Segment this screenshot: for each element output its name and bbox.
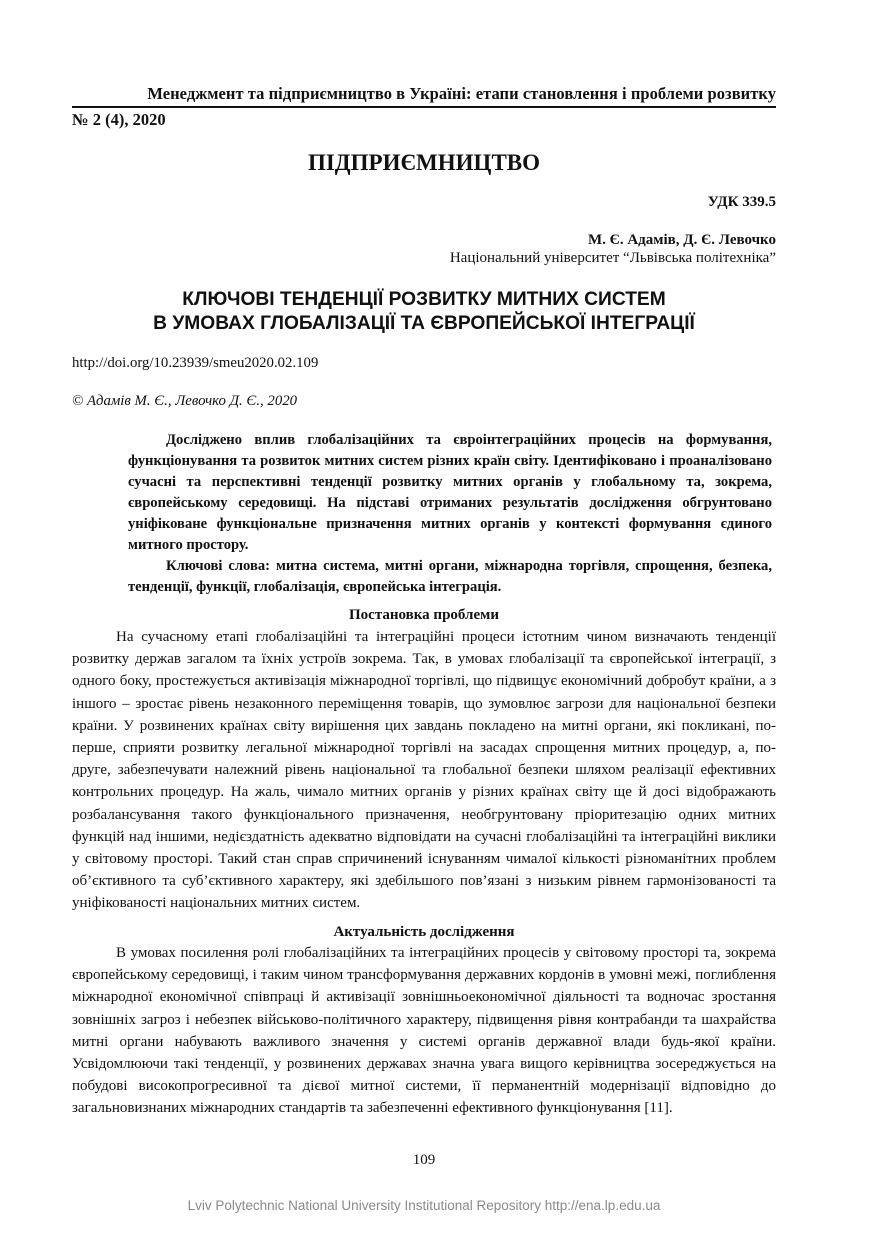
copyright: © Адамів М. Є., Левочко Д. Є., 2020 xyxy=(72,393,298,409)
header-rule xyxy=(72,106,776,108)
paragraph: В умовах посилення ролі глобалізаційних та інтеграційних процесів у світовому просторі та, зокрема європейському середовищі, і таким чином трансформування державних кордонів в умовні межі, поглиблення міжнародної економічної співпраці й активізації зовнішньоекономічної діяльності та водночас зростання зовнішніх загроз і небезпек військово-політичного характеру, підвищення рівня контрабанди та шахрайства митні органи набувають важливого значення у системі органів державної влади будь-якої країни. Усвідомлюючи такі тенденції, у розвинених державах значна увага вищого керівництва зосереджується на побудові високопрогресивної та дієвої митної системи, її перманентній модернізації відповідно до загальновизнаних міжнародних стандартів та забезпеченні ефективного функціонування [11]. xyxy=(72,945,776,1117)
section-heading-relevance: Актуальність дослідження xyxy=(333,924,515,940)
article-title xyxy=(72,288,776,336)
section-body-problem xyxy=(72,626,776,915)
article-title-line-2: В УМОВАХ ГЛОБАЛІЗАЦІЇ ТА ЄВРОПЕЙСЬКОЇ ІНТЕГРАЦІЇ xyxy=(153,313,695,334)
doi-link[interactable]: http://doi.org/10.23939/smeu2020.02.109 xyxy=(72,355,319,371)
affiliation: Національний університет “Львівська політехніка” xyxy=(449,250,776,266)
section-heading-problem: Постановка проблеми xyxy=(349,607,499,623)
abstract xyxy=(128,430,772,598)
udc-code: УДК 339.5 xyxy=(707,194,776,210)
repository-footer: Lviv Polytechnic National University Institutional Repository http://ena.lp.edu.ua xyxy=(187,1198,661,1213)
section-title: ПІДПРИЄМНИЦТВО xyxy=(307,150,541,175)
keywords: Ключові слова: митна система, митні органи, міжнародна торгівля, спрощення, безпека, тенденції, функції, глобалізація, європейська інтеграція. xyxy=(128,558,772,595)
journal-title: Менеджмент та підприємництво в Україні: етапи становлення і проблеми розвитку xyxy=(147,84,776,103)
article-title-line-1: КЛЮЧОВІ ТЕНДЕНЦІЇ РОЗВИТКУ МИТНИХ СИСТЕМ xyxy=(182,289,666,310)
page-number: 109 xyxy=(412,1152,436,1168)
paragraph: На сучасному етапі глобалізаційні та інтеграційні процеси істотним чином визначають тенденції розвитку держав загалом та їхніх устроїв зокрема. Так, в умовах глобалізації та європейської інтеграції, з одного боку, простежується активізація міжнародної торгівлі, що підвищує економічний добробут країни, а з іншого – зростає рівень незаконного переміщення товарів, що зумовлює загрози для національної безпеки країни. У розвинених країнах світу вирішення цих завдань покладено на митні органи, які покликані, по-перше, сприяти розвитку легальної міжнародної торгівлі на засадах спрощення митних процедур, а, по-друге, забезпечувати належний рівень національної та глобальної безпеки шляхом реалізації ефективних контрольних процедур. На жаль, чимало митних органів у різних країнах світу ще й досі відображають розбалансування такого функціонального призначення, необгрунтовану пріоритезацію одних митних функцій над іншими, недієздатність адекватно відповідати на сучасні глобалізаційні та інтеграційні виклики у світовому просторі. Такий стан справ спричинений існуванням чималої кількості різноманітних проблем об’єктивного та суб’єктивного характеру, які здебільшого пов’язані з низьким рівнем гармонізованості та уніфікованості національних митних систем. xyxy=(72,629,776,912)
section-body-relevance xyxy=(72,942,776,1120)
authors: М. Є. Адамів, Д. Є. Левочко xyxy=(588,232,776,248)
abstract-text: Досліджено вплив глобалізаційних та євроінтеграційних процесів на формування, функціонування та розвиток митних систем різних країн світу. Ідентифіковано і проаналізовано сучасні та перспективні тенденції розвитку митних органів у глобальному та, зокрема, європейському середовищі. На підставі отриманих результатів дослідження обгрунтовано уніфіковане функціональне призначення митних органів у контексті формування єдиного митного простору. xyxy=(128,432,772,553)
issue-number: № 2 (4), 2020 xyxy=(72,110,166,129)
